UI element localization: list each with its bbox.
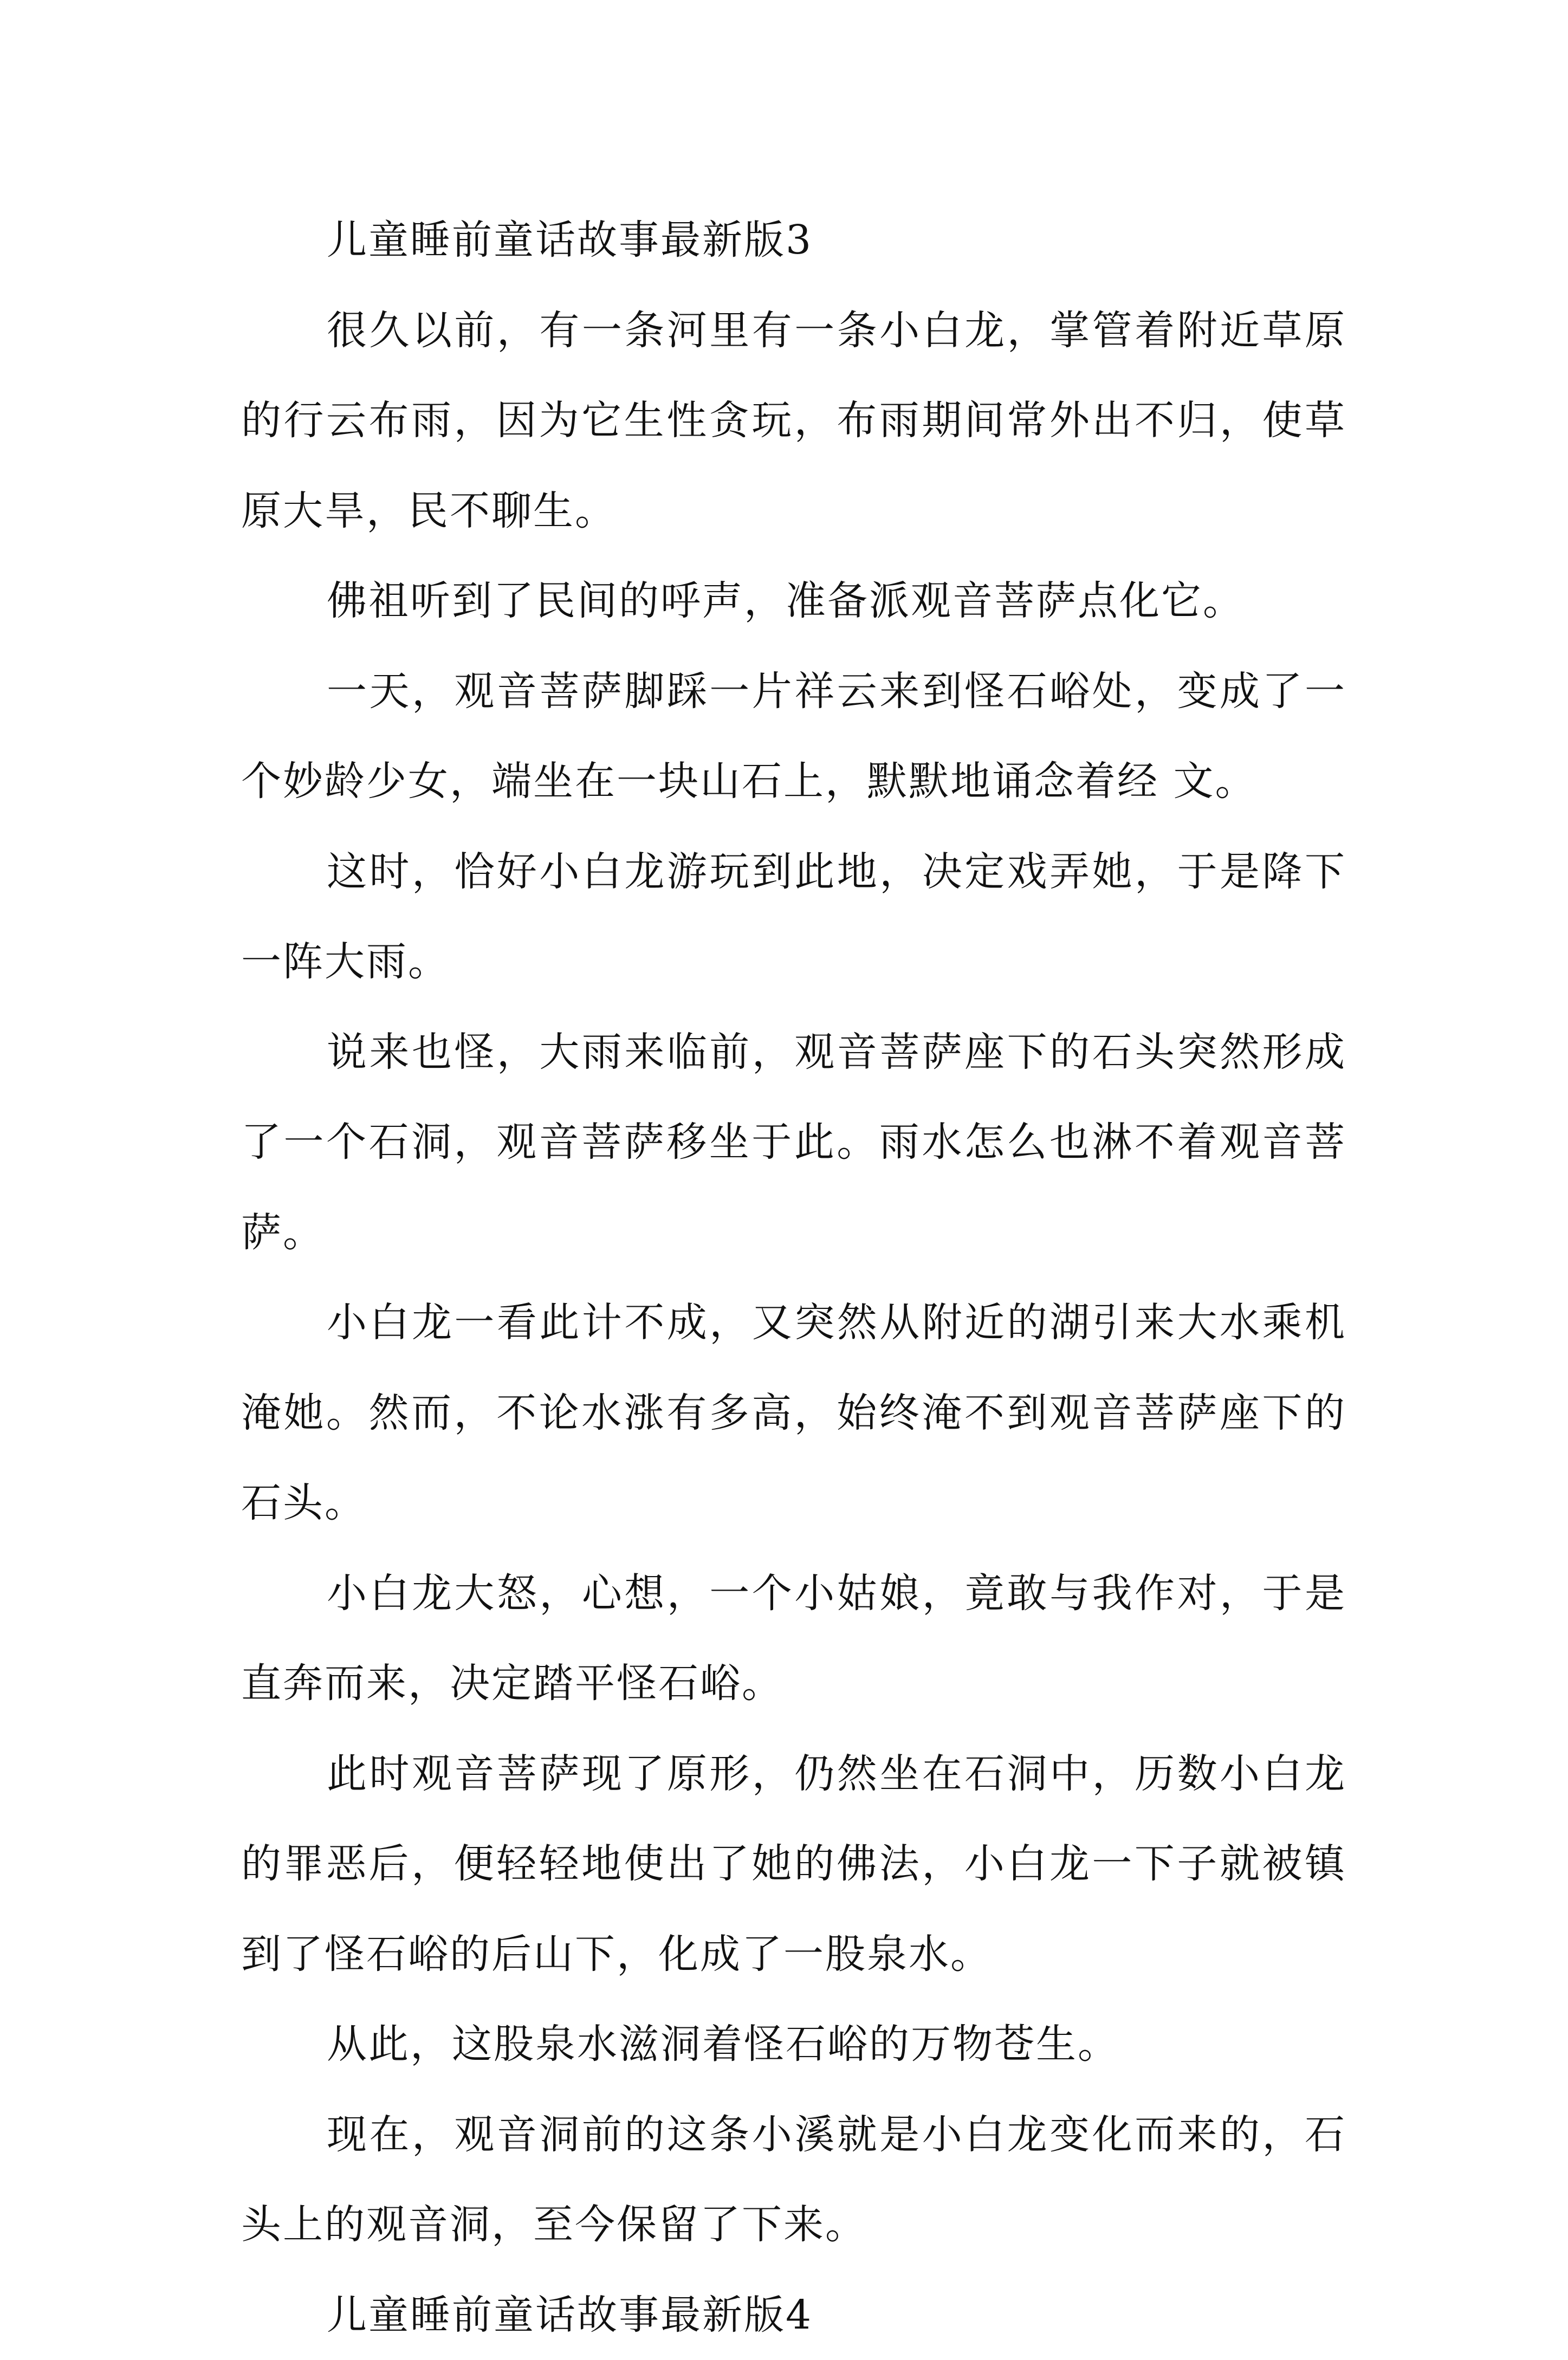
section-heading-4: 儿童睡前童话故事最新版4 bbox=[241, 2270, 1346, 2360]
story-paragraph: 这时，恰好小白龙游玩到此地，决定戏弄她，于是降下一阵大雨。 bbox=[241, 827, 1346, 1007]
document-body bbox=[241, 195, 1346, 2360]
section-heading-3: 儿童睡前童话故事最新版3 bbox=[241, 195, 1346, 286]
story-paragraph: 从此，这股泉水滋洞着怪石峪的万物苍生。 bbox=[241, 1999, 1346, 2090]
story-paragraph: 现在，观音洞前的这条小溪就是小白龙变化而来的，石头上的观音洞，至今保留了下来。 bbox=[241, 2090, 1346, 2270]
story-paragraph: 小白龙大怒，心想，一个小姑娘，竟敢与我作对，于是直奔而来，决定踏平怪石峪。 bbox=[241, 1548, 1346, 1729]
story-paragraph: 一天，观音菩萨脚踩一片祥云来到怪石峪处，变成了一个妙龄少女，端坐在一块山石上，默默地诵念着经 文。 bbox=[241, 646, 1346, 827]
story-paragraph: 此时观音菩萨现了原形，仍然坐在石洞中，历数小白龙的罪恶后，便轻轻地使出了她的佛法，小白龙一下子就被镇到了怪石峪的后山下，化成了一股泉水。 bbox=[241, 1729, 1346, 2000]
story-paragraph: 说来也怪，大雨来临前，观音菩萨座下的石头突然形成了一个石洞，观音菩萨移坐于此。雨水怎么也淋不着观音菩萨。 bbox=[241, 1007, 1346, 1278]
story-paragraph: 小白龙一看此计不成，又突然从附近的湖引来大水乘机淹她。然而，不论水涨有多高，始终淹不到观音菩萨座下的石头。 bbox=[241, 1278, 1346, 1548]
story-paragraph: 佛祖听到了民间的呼声，准备派观音菩萨点化它。 bbox=[241, 556, 1346, 646]
story-paragraph: 很久以前，有一条河里有一条小白龙，掌管着附近草原的行云布雨，因为它生性贪玩，布雨期间常外出不归，使草原大旱，民不聊生。 bbox=[241, 286, 1346, 556]
